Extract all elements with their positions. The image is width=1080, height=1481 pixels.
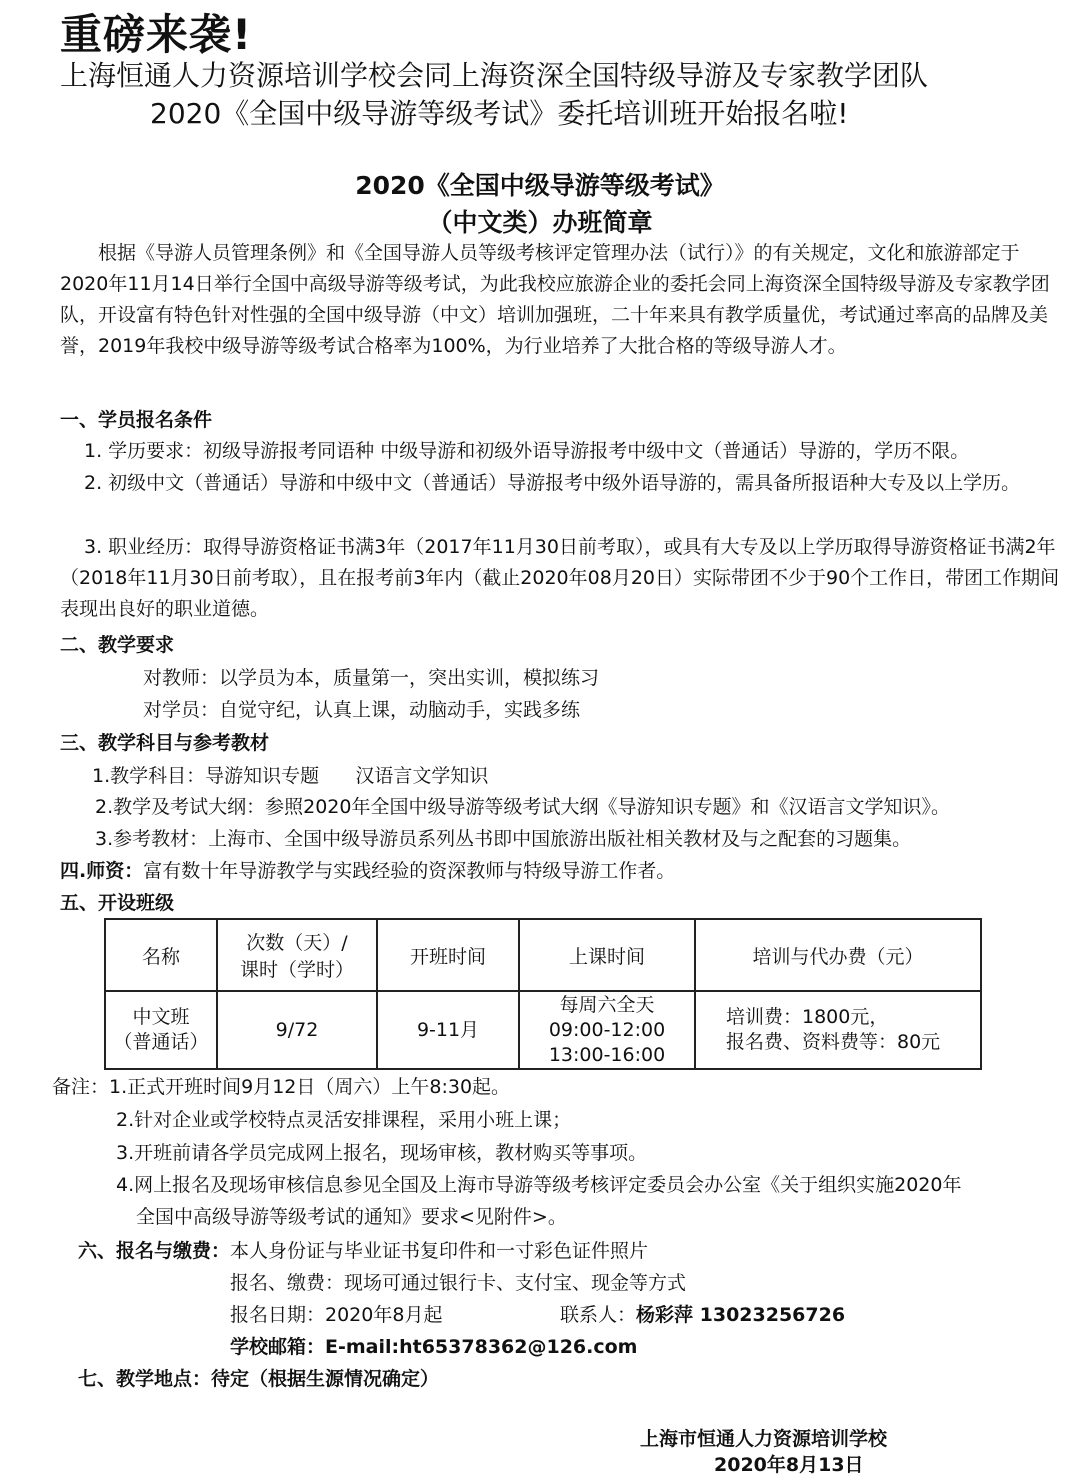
footer-date: 2020年8月13日 [714,1454,864,1476]
footer-school: 上海市恒通人力资源培训学校 [640,1428,888,1450]
section-3-title: 三、教学科目与参考教材 [60,732,270,754]
note-4b: 全国中高级导游等级考试的通知》要求<见附件>。 [136,1206,567,1228]
document-title: 2020《全国中级导游等级考试》 [355,171,725,200]
section-4-text: 富有数十年导游教学与实践经验的资深教师与特级导游工作者。 [143,860,676,882]
note-1: 备注：1.正式开班时间9月12日（周六）上午8:30起。 [52,1076,511,1098]
registration-date: 报名日期：2020年8月起 [230,1304,443,1326]
section-5-title: 五、开设班级 [60,892,175,914]
header-fee: 培训与代办费（元） [695,919,981,991]
note-4a: 4.网上报名及现场审核信息参见全国及上海市导游等级考核评定委员会办公室《关于组织实施2020年 [116,1174,962,1196]
table-row [105,991,981,1069]
document-subtitle: （中文类）办班简章 [427,208,653,237]
section-1-item-2: 2. 初级中文（普通话）导游和中级中文（普通话）导游报考中级外语导游的，需具备所报语种大专及以上学历。 [84,472,1021,494]
class-table [104,918,982,1070]
section-1-item-3: 3. 职业经历：取得导游资格证书满3年（2017年11月30日前考取），或具有大专及以上学历取得导游资格证书满2年（2018年11月30日前考取），且在报考前3年内（截止2020年08月20日）实际带团不少于90个工作日，带团工作期间表现出良好的职业道德。 [60,536,1060,620]
teaching-req-teacher: 对教师：以学员为本，质量第一，突出实训，模拟练习 [143,667,600,689]
teaching-req-student: 对学员：自觉守纪，认真上课，动脑动手，实践多练 [143,699,581,721]
cell-time: 每周六全天 09:00-12:00 13:00-16:00 [519,991,695,1069]
cell-start: 9-11月 [377,991,519,1069]
subtitle-line-1: 上海恒通人力资源培训学校会同上海资深全国特级导游及专家教学团队 [60,59,929,92]
note-3: 3.开班前请各学员完成网上报名，现场审核，教材购买等事项。 [116,1142,648,1164]
note-2: 2.针对企业或学校特点灵活安排课程，采用小班上课； [116,1109,572,1131]
payment-methods: 报名、缴费：现场可通过银行卡、支付宝、现金等方式 [230,1272,687,1294]
subjects-line: 1.教学科目：导游知识专题 汉语言文学知识 [92,765,489,787]
materials-line: 3.参考教材：上海市、全国中级导游员系列丛书即中国旅游出版社相关教材及与之配套的习题集。 [95,828,912,850]
section-1-item-1: 1. 学历要求：初级导游报考同语种 中级导游和初级外语导游报考中级中文（普通话）导游的，学历不限。 [84,440,970,462]
table-header-row [105,919,981,991]
section-4-label: 四.师资： [60,860,144,882]
intro-paragraph: 根据《导游人员管理条例》和《全国导游人员等级考核评定管理办法（试行）》的有关规定，文化和旅游部定于2020年11月14日举行全国中高级导游等级考试，为此我校应旅游企业的委托会同上海资深全国特级导游及专家教学团队，开设富有特色针对性强的全国中级导游（中文）培训加强班，二十年来具有教学质量优，考试通过率高的品牌及美誉，2019年我校中级导游等级考试合格率为100%，为行业培养了大批合格的等级导游人才。 [60,242,1050,357]
header-start: 开班时间 [377,919,519,991]
contact-label: 联系人： [560,1304,637,1326]
section-7-location: 七、教学地点：待定（根据生源情况确定） [78,1368,440,1390]
header-name: 名称 [105,919,217,991]
cell-sessions: 9/72 [217,991,377,1069]
cell-name: 中文班 （普通话） [105,991,217,1069]
subtitle-line-2: 2020《全国中级导游等级考试》委托培训班开始报名啦! [150,97,849,130]
school-email: 学校邮箱：E-mail:ht65378362@126.com [230,1336,638,1358]
headline: 重磅来袭! [60,10,253,59]
header-time: 上课时间 [519,919,695,991]
section-6-docs: 本人身份证与毕业证书复印件和一寸彩色证件照片 [230,1240,649,1262]
contact-value: 杨彩萍 13023256726 [636,1304,846,1326]
cell-fee: 培训费：1800元， 报名费、资料费等：80元 [695,991,981,1069]
header-sessions: 次数（天）/ 课时（学时） [217,919,377,991]
section-6-label: 六、报名与缴费： [78,1240,231,1262]
section-2-title: 二、教学要求 [60,634,175,656]
syllabus-line: 2.教学及考试大纲：参照2020年全国中级导游等级考试大纲《导游知识专题》和《汉语言文学知识》。 [95,796,950,818]
section-1-title: 一、学员报名条件 [60,409,213,431]
